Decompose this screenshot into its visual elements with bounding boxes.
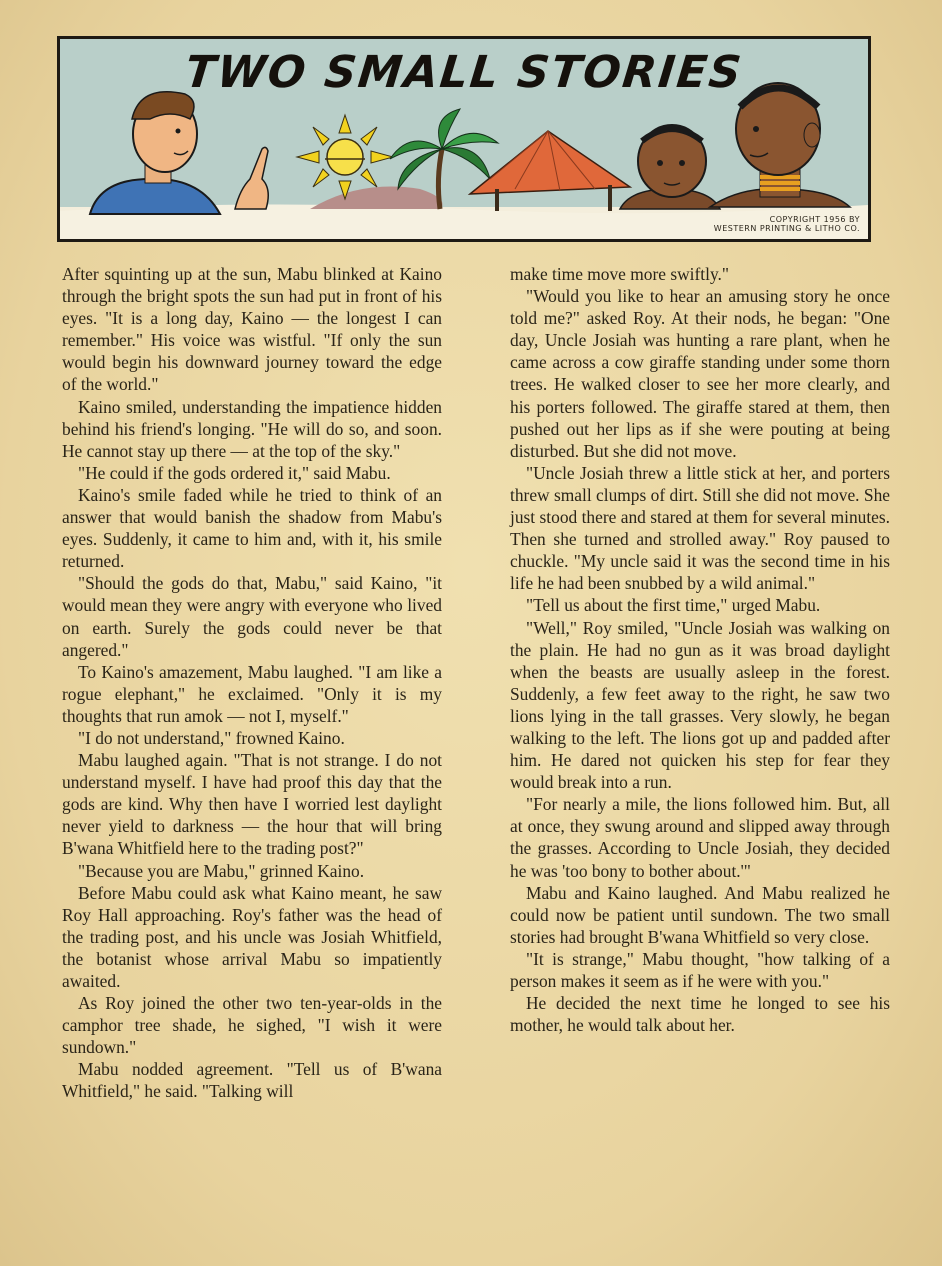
paragraph: "Tell us about the first time," urged Mabu. bbox=[526, 595, 821, 616]
paragraph: "Uncle Josiah threw a little stick at her, and porters threw small clumps of dirt. Still she did not move. She just stood there and stared at them for several minutes. Then she turned and strolled away." Roy paused to chuckle. "My uncle said it was the second time in his life he had been snubbed by a wild animal." bbox=[510, 462, 890, 594]
paragraph: Before Mabu could ask what Kaino meant, he saw Roy Hall approaching. Roy's father was the head of the trading post, and his uncle was Josiah Whitfield, the botanist whose arrival Mabu so impatiently awaited. bbox=[62, 882, 442, 991]
paragraph: As Roy joined the other two ten-year-olds in the camphor tree shade, he sighed, "I wish it were sundown." bbox=[62, 993, 442, 1058]
paragraph: Mabu and Kaino laughed. And Mabu realized he could now be patient until sundown. The two small stories had brought B'wana Whitfield so very close. bbox=[510, 882, 890, 947]
left-text-column bbox=[62, 263, 442, 1103]
roy-character bbox=[90, 92, 268, 214]
right-text-column bbox=[510, 263, 890, 1036]
paragraph: Mabu laughed again. "That is not strange. I do not understand myself. I have had proof this day that the gods are kind. Why then have I worried lest daylight never yield to darkness — the hour that will bring B'wana Whitfield here to the trading post?" bbox=[62, 750, 442, 859]
copyright-notice bbox=[660, 215, 860, 233]
hill-shape bbox=[310, 187, 443, 210]
story-title: TWO SMALL STORIES bbox=[182, 47, 746, 98]
paragraph: "Would you like to hear an amusing story he once told me?" asked Roy. At their nods, he began: "One day, Uncle Josiah was hunting a rare plant, when he came across a cow giraffe standing under some thorn trees. He walked closer to see her more clearly, and his porters followed. The giraffe stared at them, then pushed out her lips as if she were pouting at being disturbed. But she did not move. bbox=[510, 286, 890, 461]
paragraph: "I do not understand," frowned Kaino. bbox=[78, 727, 345, 748]
mabu-character bbox=[710, 83, 850, 207]
paragraph: Kaino smiled, understanding the impatience hidden behind his friend's longing. "He will do so, and soon. He cannot stay up there — at the top of the sky." bbox=[62, 396, 442, 461]
paragraph: To Kaino's amazement, Mabu laughed. "I am like a rogue elephant," he exclaimed. "Only it is my thoughts that run amok — not I, myself." bbox=[62, 661, 442, 726]
paragraph: "He could if the gods ordered it," said Mabu. bbox=[78, 462, 391, 483]
copyright-line: WESTERN PRINTING & LITHO CO. bbox=[713, 224, 860, 233]
title-banner bbox=[57, 36, 871, 242]
paragraph: After squinting up at the sun, Mabu blinked at Kaino through the bright spots the sun had put in front of his eyes. "It is a long day, Kaino — the longest I can remember." His voice was wistful. "If only the sun would begin his downward journey toward the edge of the world." bbox=[62, 264, 442, 395]
paragraph: Kaino's smile faded while he tried to think of an answer that would banish the shadow from Mabu's eyes. Suddenly, it came to him and, with it, his smile returned. bbox=[62, 484, 442, 572]
copyright-line: COPYRIGHT 1956 BY bbox=[769, 215, 860, 224]
paragraph: Mabu nodded agreement. "Tell us of B'wana Whitfield," he said. "Talking will bbox=[62, 1059, 442, 1102]
paragraph: "For nearly a mile, the lions followed him. But, all at once, they swung around and slipped away through the grasses. According to Uncle Josiah, they decided he was 'too bony to bother about.'" bbox=[510, 794, 890, 881]
paragraph: "Well," Roy smiled, "Uncle Josiah was walking on the plain. He had no gun as it was broad daylight when the beasts are usually asleep in the forest. Suddenly, a few feet away to the right, he saw two lions lying in the tall grasses. Very slowly, he began walking to the left. The lions got up and padded after him. He dared not quicken his step for fear they would break into a run. bbox=[510, 617, 890, 793]
kaino-character bbox=[620, 125, 720, 209]
sun-icon bbox=[297, 115, 393, 199]
paragraph: "It is strange," Mabu thought, "how talking of a person makes it seem as if he were with you." bbox=[510, 948, 890, 991]
paragraph: He decided the next time he longed to see his mother, he would talk about her. bbox=[510, 993, 890, 1036]
paragraph: make time move more swiftly." bbox=[510, 264, 729, 284]
paragraph: "Should the gods do that, Mabu," said Kaino, "it would mean they were angry with everyone who lived on earth. Surely the gods could never be that angered." bbox=[62, 573, 442, 660]
paragraph: "Because you are Mabu," grinned Kaino. bbox=[78, 860, 365, 881]
